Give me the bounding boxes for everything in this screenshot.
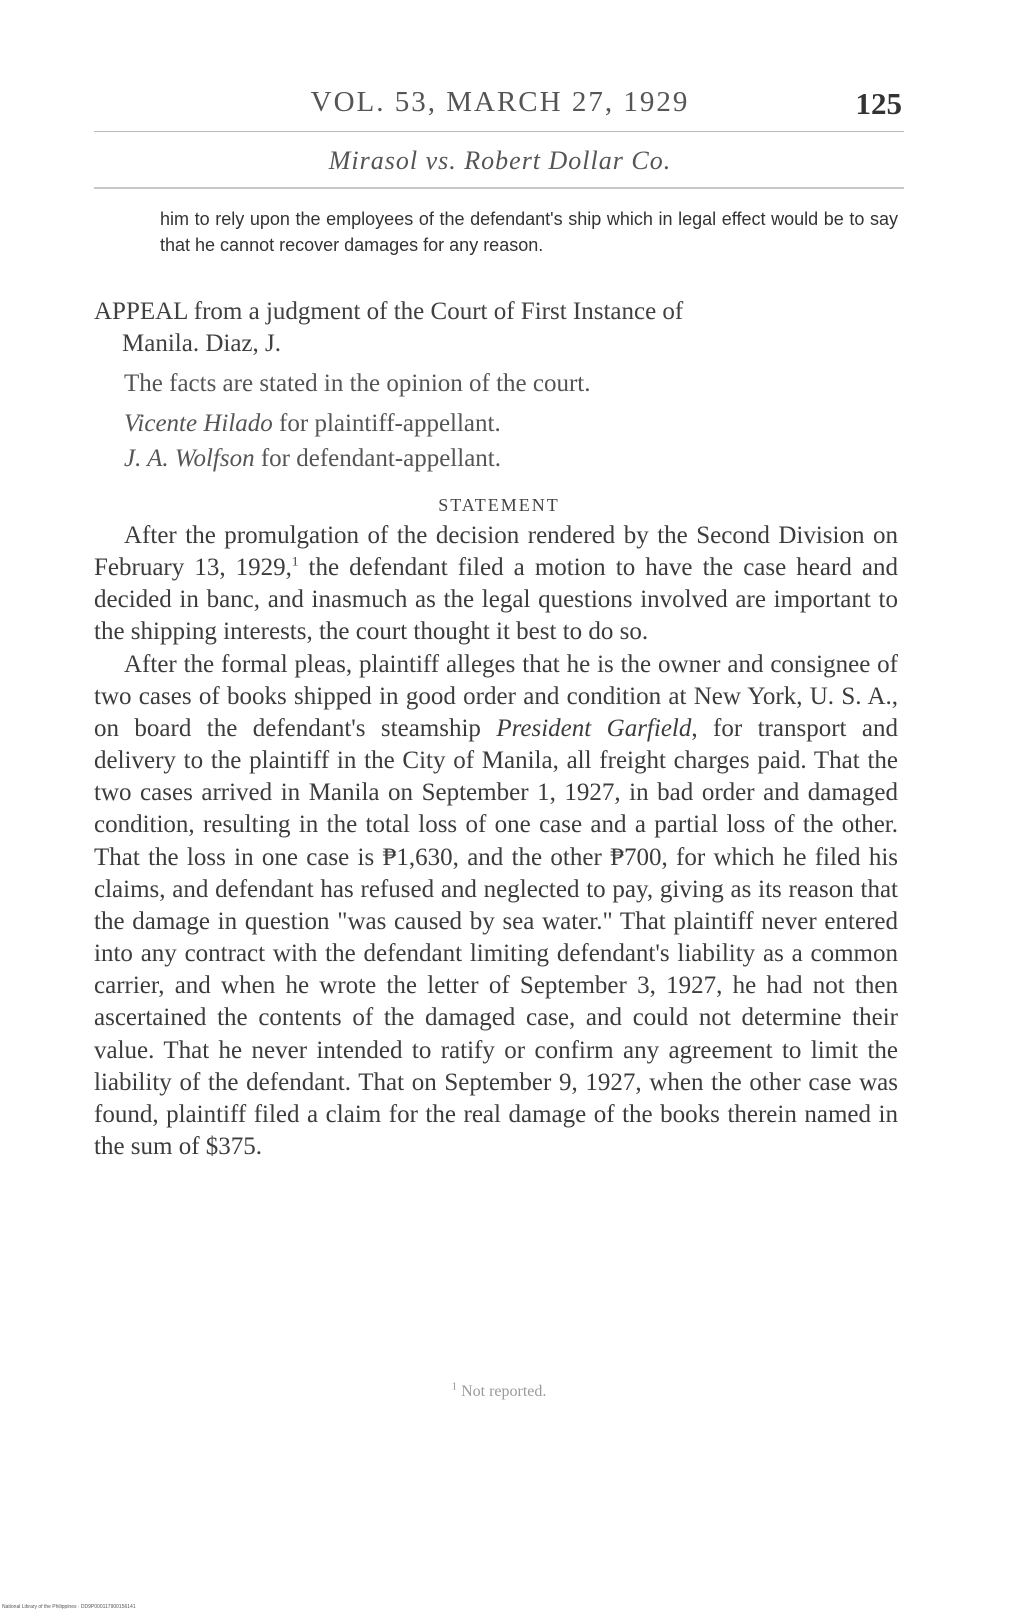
- statement-paragraph-1: After the promulgation of the decision rendered by the Second Division on February 13, 1929,$^1$ the defendant filed a motion to have the case heard and decided in banc, and inasmuch as the legal questions involved are important to the shipping interests, the court thought it best to do so.: [94, 522, 898, 646]
- title-rule: [94, 187, 904, 189]
- syllabus-text: him to rely upon the employees of the defendant's ship which in legal effect would be to say that he cannot recover damages for any reason.: [160, 209, 898, 255]
- facts-note: The facts are stated in the opinion of the court.: [124, 370, 591, 397]
- counsel-role: for defendant-appellant.: [254, 445, 501, 472]
- appeal-line-1: APPEAL from a judgment of the Court of First Instance of: [94, 298, 684, 325]
- footnote-reference: 1: [291, 553, 299, 569]
- page-number: 125: [855, 86, 902, 121]
- counsel-name: J. A. Wolfson: [124, 445, 255, 472]
- footnote-text: Not reported.: [461, 1383, 547, 1400]
- ship-name: President Garfield: [496, 714, 692, 742]
- archive-label: National Library of the Philippines · DD9P000117900156141: [2, 1604, 136, 1610]
- footnote: [94, 1380, 904, 1401]
- appeal-line: [94, 296, 898, 360]
- footnote-mark: 1: [451, 1380, 458, 1393]
- case-title: Mirasol vs. Robert Dollar Co.: [328, 146, 672, 175]
- header-rule: [94, 131, 904, 132]
- counsel-role: for plaintiff-appellant.: [272, 410, 501, 437]
- statement-body: [94, 520, 898, 1163]
- appeal-line-2: Manila. Diaz, J.: [122, 330, 281, 357]
- counsel-plaintiff: [124, 410, 501, 438]
- running-head: VOL. 53, MARCH 27, 1929: [310, 86, 690, 118]
- counsel-defendant: [124, 445, 501, 473]
- counsel-name: Vicente Hilado: [124, 410, 273, 437]
- statement-heading: STATEMENT: [438, 495, 560, 515]
- page-header: [94, 86, 906, 126]
- statement-paragraph-2: After the formal pleas, plaintiff alleges that he is the owner and consignee of two cases of books shipped in good order and condition at New York, U. S. A., on board the defendant's steamship President Garfield, for transport and delivery to the plaintiff in the City of Manila, all freight charges paid. That the two cases arrived in Manila on September 1, 1927, in bad order and damaged condition, resulting in the total loss of one case and a partial loss of the other. That the loss in one case is ₱1,630, and the other ₱700, for which he filed his claims, and defendant has refused and neglected to pay, giving as its reason that the damage in question "was caused by sea water." That plaintiff never entered into any contract with the defendant limiting defendant's liability as a common carrier, and when he wrote the letter of September 3, 1927, he had not then ascertained the contents of the damaged case, and could not determine their value. That he never intended to ratify or confirm any agreement to limit the liability of the defendant. That on September 9, 1927, when the other case was found, plaintiff filed a claim for the real damage of the books therein named in the sum of $375.: [94, 650, 898, 1160]
